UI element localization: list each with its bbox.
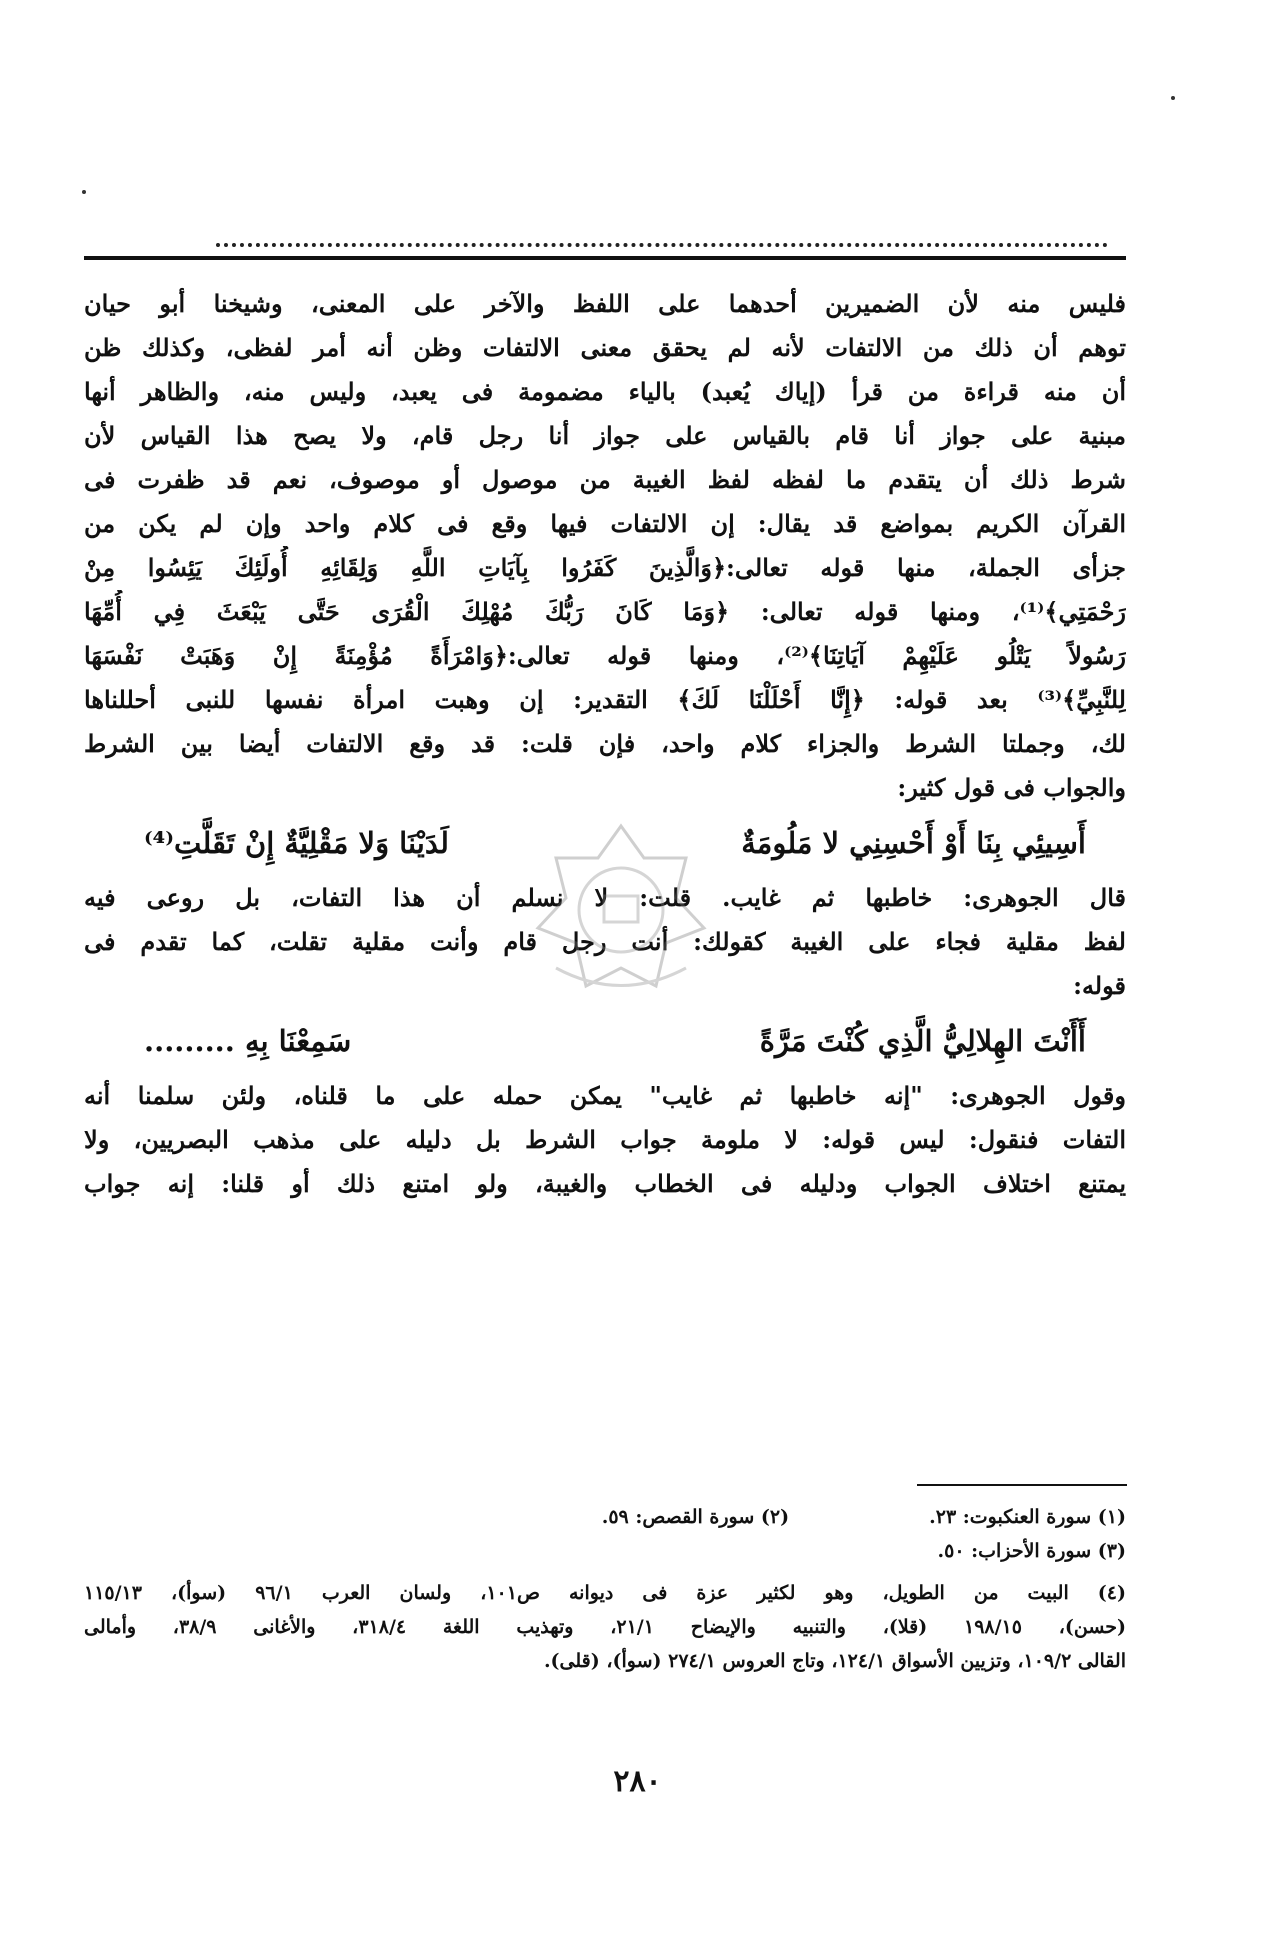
footnote-row <box>84 1500 1126 1534</box>
footnote-line: (٤) البيت من الطويل، وهو لكثير عزة فى ديوانه ص١٠١، ولسان العرب ٩٦/١ (سوأ)، ١١٥/١٣ <box>84 1582 1126 1604</box>
footnote-separator <box>917 1484 1127 1486</box>
text-line: شرط ذلك أن يتقدم ما لفظه لفظ الغيبة من موصول أو موصوف، نعم قد ظفرت فى <box>84 465 1126 494</box>
text-line: أن منه قراءة من قرأ (إياك يُعبد) بالياء مضمومة فى يعبد، وليس منه، والظاهر أنها <box>84 377 1126 406</box>
library-seal-watermark <box>526 818 716 1008</box>
footnote-4 <box>84 1576 1126 1678</box>
main-text <box>84 282 1126 1206</box>
verse-first-hemistich: أَأَنْتَ الهِلالِيُّ الَّذِي كُنْتَ مَرَّةً <box>759 1024 1086 1058</box>
scan-speck <box>1171 96 1175 100</box>
text-line: القرآن الكريم بمواضع قد يقال: إن الالتفات فيها وقع فى كلام واحد وإن لم يكن من <box>84 509 1126 538</box>
scan-speck <box>82 190 86 194</box>
footnote-line: (حسن)، ١٩٨/١٥ (قلا)، والتنبيه والإيضاح ٢١/١، وتهذيب اللغة ٣١٨/٤، والأغانى ٣٨/٩، وأمالى <box>84 1616 1126 1638</box>
text-line: توهم أن ذلك من الالتفات لأنه لم يحقق معنى الالتفات وظن أنه أمر لفظى، وكذلك ظن <box>84 333 1126 362</box>
text-line: يمتنع اختلاف الجواب ودليله فى الخطاب والغيبة، ولو امتنع ذلك أو قلنا: إنه جواب <box>84 1169 1126 1198</box>
text-line: قال الجوهرى: خاطبها ثم غايب. قلت: لا نسلم أن هذا التفات، بل روعى فيه <box>84 883 1126 912</box>
footnote-row <box>84 1534 1126 1568</box>
text-line: لِلنَّبِيِّ﴾⁽³⁾ بعد قوله: ﴿إِنَّا أَحْلَلْنَا لَكَ﴾ التقدير: إن وهبت امرأة نفسها للنبى أحللناها <box>84 685 1126 714</box>
text-line: والجواب فى قول كثير: <box>897 773 1126 802</box>
footnote-2: (٢) سورة القصص: ٥٩. <box>601 1506 790 1528</box>
text-line: فليس منه لأن الضميرين أحدهما على اللفظ والآخر على المعنى، وشيخنا أبو حيان <box>84 289 1126 318</box>
verse-first-hemistich: أَسِيئِي بِنَا أَوْ أَحْسِنِي لا مَلُومَةٌ <box>741 826 1086 860</box>
footnotes <box>84 1500 1126 1678</box>
poetry-verse <box>84 1012 1126 1070</box>
text-line: قوله: <box>1073 971 1126 1000</box>
text-line: رَحْمَتِي﴾⁽¹⁾، ومنها قوله تعالى: ﴿وَمَا كَانَ رَبُّكَ مُهْلِكَ الْقُرَى حَتَّى يَبْعَثَ فِي أُمِّهَا <box>84 597 1126 626</box>
header-dotted-rule <box>216 243 1108 247</box>
text-line: مبنية على جواز أنا قام بالقياس على جواز أنا رجل قام، ولا يصح هذا القياس لأن <box>84 421 1126 450</box>
footnote-line: القالى ١٠٩/٢، وتزيين الأسواق ١٢٤/١، وتاج العروس ٢٧٤/١ (سوأ)، (قلى). <box>543 1650 1126 1672</box>
text-line: لك، وجملتا الشرط والجزاء كلام واحد، فإن قلت: قد وقع الالتفات أيضا بين الشرط <box>84 729 1126 758</box>
text-line: لفظ مقلية فجاء على الغيبة كقولك: أنت رجل قام وأنت مقلية تقلت، كما تقدم فى <box>84 927 1126 956</box>
text-line: رَسُولاً يَتْلُو عَلَيْهِمْ آيَاتِنَا﴾⁽²⁾، ومنها قوله تعالى:﴿وَامْرَأَةً مُؤْمِنَةً إِنْ وَهَبَتْ نَفْسَهَا <box>84 641 1126 670</box>
page-number: ٢٨٠ <box>613 1764 662 1799</box>
verse-second-hemistich: سَمِعْنَا بِهِ ......... <box>144 1024 352 1058</box>
header-rule <box>84 256 1126 260</box>
text-line: جزأى الجملة، منها قوله تعالى:﴿وَالَّذِينَ كَفَرُوا بِآيَاتِ اللَّهِ وَلِقَائِهِ أُولَئِكَ يَئِسُوا مِنْ <box>84 553 1126 582</box>
footnote-3: (٣) سورة الأحزاب: ٥٠. <box>937 1540 1126 1562</box>
text-line: وقول الجوهرى: "إنه خاطبها ثم غايب" يمكن حمله على ما قلناه، ولئن سلمنا أنه <box>84 1081 1126 1110</box>
footnote-1: (١) سورة العنكبوت: ٢٣. <box>929 1506 1126 1528</box>
text-line: التفات فنقول: ليس قوله: لا ملومة جواب الشرط بل دليله على مذهب البصريين، ولا <box>84 1125 1126 1154</box>
verse-second-hemistich: لَدَيْنَا وَلا مَقْلِيَّةٌ إِنْ تَقَلَّتِ⁽⁴⁾ <box>144 826 449 860</box>
